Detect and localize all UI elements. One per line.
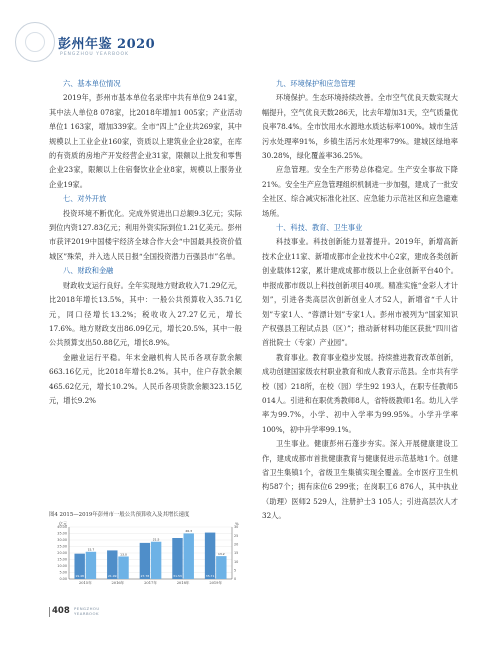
right-tick-label: 0 xyxy=(234,577,237,582)
figure-caption: 图4 2015—2019年彭州市一般公共预算收入及其增长速度 xyxy=(49,512,190,518)
budget-revenue-chart xyxy=(49,519,244,591)
left-tick-label: 10.00 xyxy=(57,564,67,569)
footer-logo xyxy=(74,606,100,616)
body-paragraph: 金融业运行平稳。年末金融机构人民币各项存款余额663.16亿元，比2018年增长8.2%。其中，住户存款余额465.62亿元，增长10.2%。人民币各项贷款余额323.15亿元，增长9.2% xyxy=(49,352,242,405)
category-label: 2019年 xyxy=(209,581,223,585)
page-header xyxy=(0,0,480,78)
left-axis-unit: 亿元 xyxy=(59,521,67,526)
category-label: 2017年 xyxy=(144,581,157,585)
growth-bar xyxy=(216,556,226,579)
footer-logo-line2: YEARBOOK xyxy=(74,611,99,616)
growth-bar xyxy=(86,552,96,579)
left-tick-label: 15.00 xyxy=(57,557,67,562)
body-paragraph: 科技事业。科技创新能力显著提升。2019年，新增高新技术企业11家、新增成都市企业技术中心2家，建成各类创新创业载体12家，累计建成成都市级以上企业创新平台40个。申报成都市级以上科技创新项目40项。精准实施“金彩人才计划”，引进各类高层次创新创业人才52人，新增省“千人计划”专家1人、“蓉漂计划”专家1人。彭州市被列为“国家知识产权强县工程试点县（区）”；推动新材料功能区获批“四川省首批院士（专家）产业园”。 xyxy=(262,237,458,348)
body-paragraph: 环境保护。生态环境持续改善。全市空气优良天数实现大幅提升，空气优良天数286天，比去年增加31天，空气质量优良率78.4%。全市饮用水水源地水质达标率100%。城市生活污水处理率91%，乡镇生活污水处理率79%。建城区绿地率30.28%，绿化覆盖率36.25%。 xyxy=(262,93,458,161)
right-tick-label: 10 xyxy=(234,559,239,564)
category-label: 2015年 xyxy=(78,581,92,585)
right-tick-label: 15 xyxy=(234,551,239,556)
right-tick-label: 25 xyxy=(234,533,239,538)
body-paragraph: 财政收支运行良好。全年实现地方财政收入71.29亿元，比2018年增长13.5%，其中：一般公共预算收入35.71亿元，同口径增长13.2%；税收收入27.27亿元，增长17.6%。地方财政支出86.09亿元，增长20.5%，其中一般公共预算支出50.88亿元，增长8.9%。 xyxy=(49,280,242,348)
growth-data-label: 26.3 xyxy=(185,529,193,534)
body-paragraph: 卫生事业。健康彭州石蓬步夯实。深入开展健康建设工作，建成成都市首批健康教育与健康促进示范基地1个。创建省卫生集镇1个，省级卫生集镇实现全覆盖。全市医疗卫生机构587个；拥有床位6 299张；在岗职工6 876人，其中执业（助理）医师2 529人，注册护士3 105人；引进高层次人才32人。 xyxy=(262,439,458,521)
growth-bar xyxy=(118,556,128,579)
growth-bar xyxy=(184,533,194,579)
right-column xyxy=(262,77,458,524)
category-label: 2018年 xyxy=(176,581,190,585)
left-tick-label: 35.00 xyxy=(57,531,67,536)
section-heading: 十、科技、教育、卫生事业 xyxy=(276,223,363,233)
growth-bar xyxy=(151,542,161,579)
footer-rule xyxy=(49,607,50,617)
revenue-data-label: 35.71 xyxy=(205,574,215,578)
footer-logo-line1: PENGZHOU xyxy=(74,606,100,611)
body-paragraph: 2019年，彭州市基本单位名录库中共有单位9 241家，其中法人单位8 078家，比2018年增加1 005家；产业活动单位1 163家，增加339家。全市“四上”企业共269家，其中规模以上工业企业160家，资质以上建筑业企业28家，在库的有资质的房地产开发经营企业31家，限额以上批发和零售企业23家，限额以上住宿餐饮业企业8家，规模以上服务业企业19家。 xyxy=(49,93,242,189)
left-tick-label: 40.00 xyxy=(57,525,67,530)
category-label: 2016年 xyxy=(111,581,125,585)
left-tick-label: 20.00 xyxy=(57,551,67,556)
growth-data-label: 13.0 xyxy=(120,552,127,557)
revenue-bar xyxy=(205,533,215,579)
growth-data-label: 13.2 xyxy=(217,551,225,556)
section-heading: 九、环境保护和应急管理 xyxy=(276,79,356,88)
left-tick-label: 30.00 xyxy=(57,538,67,543)
left-column xyxy=(49,77,242,408)
body-paragraph: 教育事业。教育事业稳步发展。持续推进教育改革创新，成功创建国家级农村职业教育和成人教育示范县。全市共有学校（园）218所，在校（园）学生92 193人，在职专任教师5 014人。引进和在职优秀教师8人，省特级教师1名。幼儿入学率为99.7%，小学、初中入学率为99.95%。小学升学率100%，初中升学率99.1%。 xyxy=(262,352,458,434)
section-heading: 七、对外开放 xyxy=(63,194,107,204)
growth-data-label: 21.5 xyxy=(152,537,160,542)
left-tick-label: 5.00 xyxy=(59,570,67,575)
revenue-data-label: 19.48 xyxy=(75,574,84,578)
right-axis-unit: % xyxy=(235,521,239,526)
left-tick-label: 0.00 xyxy=(59,577,67,582)
right-tick-label: 20 xyxy=(234,542,239,547)
right-tick-label: 30 xyxy=(234,525,239,530)
yearbook-title: 彭州年鉴 2020 xyxy=(58,37,156,52)
left-tick-label: 25.00 xyxy=(57,544,67,549)
section-heading: 六、基本单位情况 xyxy=(63,79,121,88)
body-paragraph: 投资环境不断优化。完成外贸进出口总额9.3亿元；实际到位内资127.83亿元；利用外资实际到位1.21亿美元。彭州市获评2019中国楼宇经济全球合作大会“中国最具投资价值城区”殊荣，并入选人民日报“全国投资潜力百强县市”名单。 xyxy=(49,208,242,261)
yearbook-subtitle: PENGZHOU YEARBOOK xyxy=(60,52,129,57)
revenue-data-label: 27.78 xyxy=(140,574,150,578)
page-number: 408 xyxy=(52,606,70,616)
revenue-data-label: 21.99 xyxy=(107,574,117,578)
revenue-data-label: 31.53 xyxy=(173,574,182,578)
body-paragraph: 应急管理。安全生产形势总体稳定。生产安全事故下降21%。安全生产应急管理组织机制进一步加强，建成了一批安全社区、综合减灾标准化社区、应急能力示范社区和应急避难场所。 xyxy=(262,165,458,218)
growth-data-label: 15.7 xyxy=(87,547,95,552)
section-heading: 八、财政和金融 xyxy=(63,266,114,276)
right-tick-label: 5 xyxy=(234,568,237,573)
revenue-bar xyxy=(172,538,182,579)
yearbook-emblem-icon xyxy=(15,22,55,62)
